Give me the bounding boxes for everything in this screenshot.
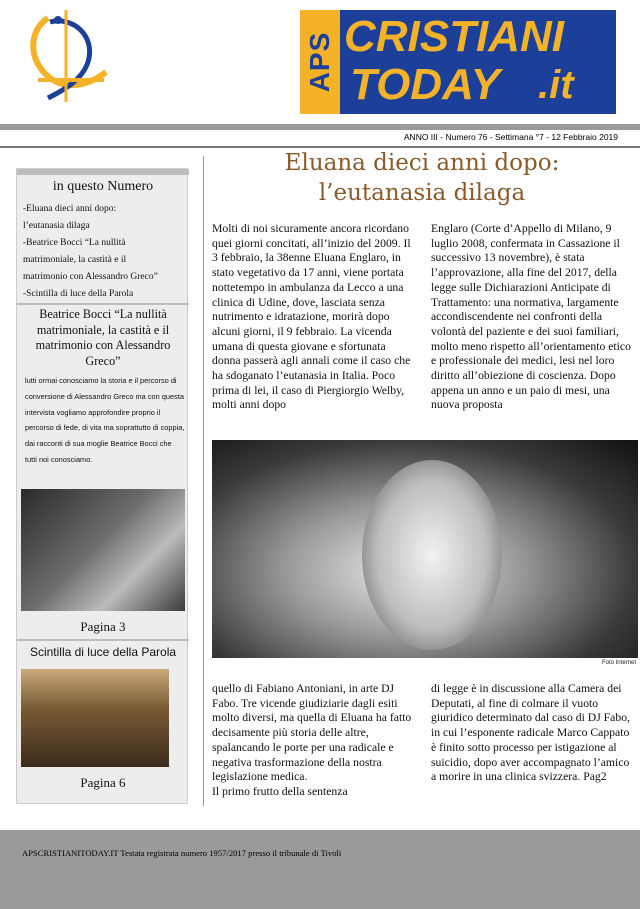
fish-cross-logo-icon (18, 6, 114, 106)
brand-title-line2: TODAY (350, 60, 500, 109)
paragraph: quello di Fabiano Antoniani, in arte DJ Fabo. Tre vicende giudiziarie dagli esiti molto diversi, ma quella di Eluana ha fatto decisamente più storia delle altre, spalancando le porte per una radicale e negativa trasformazione della nostra legislazione medica. (212, 682, 412, 784)
sidebar-divider (17, 639, 189, 641)
contents-item[interactable]: l’eutanasia dilaga (23, 221, 90, 231)
article-photo (212, 440, 638, 658)
contents-list (23, 201, 187, 303)
contents-item[interactable]: -Eluana dieci anni dopo: (23, 204, 117, 214)
footer-text: APSCRISTIANITODAY.IT Testata registrata numero 1957/2017 presso il tribunale di Tivoli (22, 848, 342, 858)
article-column-2: Englaro (Corte d’Appello di Milano, 9 luglio 2008, confermata in Cassazione il successivo 13 novembre), è stata l’approvazione, alla fine del 2017, della legge sulle Dichiarazioni Anticipate di Trattamento: una normativa, largamente accondiscendente nei confronti della volontà del paziente e dei suoi familiari, molto meno rispetto all’orientamento etico e professionale dei medici, lesi nel loro diritto all’obiezione di coscienza. Dopo appena un anno e un paio di mesi, una nuova proposta (431, 222, 631, 412)
brand-title-line1: CRISTIANI (344, 12, 564, 61)
feature-title: Beatrice Bocci “La nullità matrimoniale, la castità e il matrimonio con Alessandro Greco” (35, 307, 171, 368)
sidebar-divider (17, 303, 189, 305)
masthead (0, 0, 640, 124)
article-column-1: Molti di noi sicuramente ancora ricordano quei giorni concitati, all’inizio del 2009. Il 3 febbraio, la 38enne Eluana Englaro, in stato vegetativo da 17 anni, viene portata nottetempo in ambulanza da Lecco a una clinica di Udine, dove, lasciata senza nutrimento e idratazione, morirà dopo alcuni giorni, il 9 febbraio. La vicenda umana di questa giovane e sfortunata donna passerà agli annali come il caso che ha sdoganato l’eutanasia in Italia. Poco prima di lei, il caso di Piergiorgio Welby, molti anni dopo (212, 222, 411, 412)
article-column-4: di legge è in discussione alla Camera dei Deputati, al fine di colmare il vuoto giuridico determinato dal caso di DJ Fabo, in cui l’esponente radicale Marco Cappato è finito sotto processo per istigazione al suicidio, dopo aver accompagnato l’amico a morire in una clinica svizzera. Pag2 (431, 682, 630, 784)
masthead-rule (0, 124, 640, 130)
issue-info: ANNO III - Numero 76 - Settimana °7 - 12 Febbraio 2019 (403, 132, 618, 142)
footer-band (0, 830, 640, 909)
feature-summary: lutti ormai conosciamo la storia e il percorso di conversione di Alessandro Greco ma con questa intervista vogliamo approfondire proprio il percorso di fede, di vita ma soprattutto di coppia, dai racconti di sua moglie Beatrice Bocci che tutti noi conosciamo. (25, 376, 185, 464)
brand-aps-text: APS (304, 31, 335, 93)
paragraph: Il primo frutto della sentenza (212, 784, 348, 798)
brand-domain-suffix: .it (538, 63, 574, 107)
column-divider (203, 156, 204, 806)
headline-line: Eluana dieci anni dopo: (284, 150, 560, 176)
brand-aps-tab (300, 10, 340, 114)
sidebar (16, 168, 188, 804)
article-column-3 (212, 682, 416, 800)
page-reference[interactable]: Pagina 6 (80, 775, 126, 790)
section-title: Scintilla di luce della Parola (29, 645, 177, 659)
couple-photo (21, 489, 185, 611)
photo-credit: Foto Internet (601, 660, 636, 666)
portrait-highlight (362, 460, 502, 650)
contents-item[interactable]: -Beatrice Bocci “La nullità (23, 238, 126, 248)
contents-item[interactable]: matrimoniale, la castità e il (23, 255, 127, 265)
page-reference[interactable]: Pagina 3 (80, 619, 126, 634)
article-headline (212, 148, 632, 208)
painting-photo (21, 669, 169, 767)
sidebar-top-band (17, 169, 189, 175)
sidebar-title: in questo Numero (52, 179, 154, 194)
contents-item[interactable]: -Scintilla di luce della Parola (23, 289, 134, 299)
contents-item[interactable]: matrimonio con Alessandro Greco” (23, 272, 158, 282)
headline-line: l’eutanasia dilaga (318, 180, 526, 206)
